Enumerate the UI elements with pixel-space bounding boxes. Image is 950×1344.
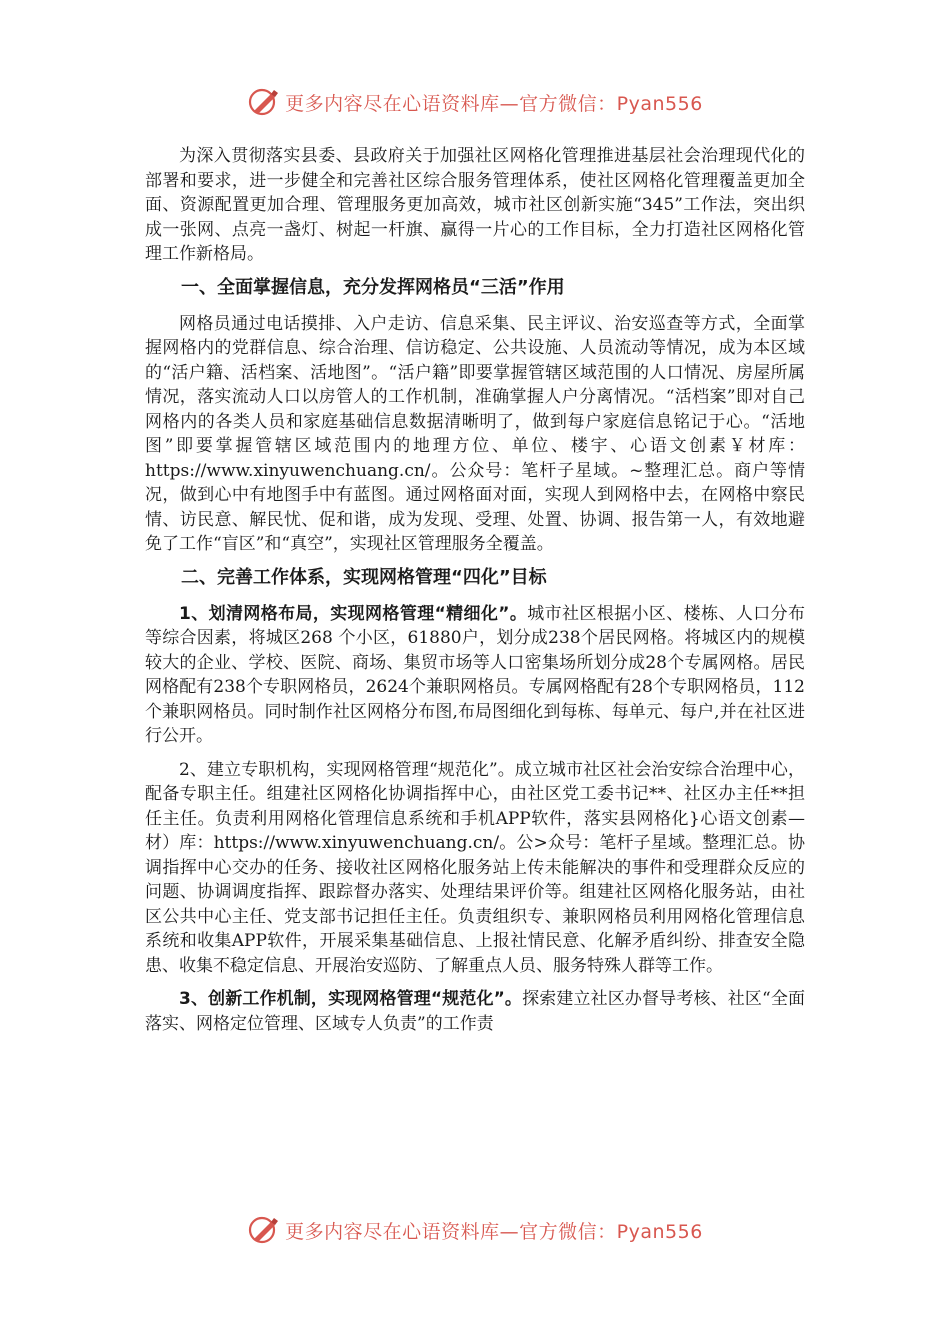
item-3-paragraph <box>145 987 805 1036</box>
section-1-heading: 一、全面掌握信息，充分发挥网格员“三活”作用 <box>181 276 565 298</box>
pen-circle-logo-icon <box>247 85 281 119</box>
intro-paragraph: 为深入贯彻落实县委、县政府关于加强社区网格化管理推进基层社会治理现代化的部署和要求，进一步健全和完善社区综合服务管理体系，使社区网格化管理覆盖更加全面、资源配置更加合理、管理服务更加高效，城市社区创新实施“345”工作法，突出织成一张网、点亮一盏灯、树起一杆旗、赢得一片心的工作目标，全力打造社区网格化管理工作新格局。 <box>145 146 805 264</box>
item-1-text: 城市社区根据小区、楼栋、人口分布等综合因素，将城区268 个小区，61880户，划分成238个居民网格。将城区内的规模较大的企业、学校、医院、商场、集贸市场等人口密集场所划分成28个专属网格。居民网格配有238个专职网格员，2624个兼职网格员。专属网格配有28个专职网格员，112个兼职网格员。同时制作社区网格分布图,布局图细化到每栋、每单元、每户,并在社区进行公开。 <box>145 603 805 746</box>
footer-banner <box>0 1210 950 1250</box>
item-1-paragraph <box>145 602 805 749</box>
header-banner <box>0 82 950 122</box>
section-1-paragraph: 网格员通过电话摸排、入户走访、信息采集、民主评议、治安巡查等方式，全面掌握网格内的党群信息、综合治理、信访稳定、公共设施、人员流动等情况，成为本区域的“活户籍、活档案、活地图”。“活户籍”即要掌握管辖区域范围的人口情况、房屋所属情况，落实流动人口以房管人的工作机制，准确掌握人户分离情况。“活档案”即对自己网格内的各类人员和家庭基础信息数据清晰明了，做到每户家庭信息铭记于心。“活地图”即要掌握管辖区域范围内的地理方位、单位、楼宇、心语文创素￥材库：https://www.xinyuwenchuang.cn/。公众号：笔杆子星域。~整理汇总。商户等情况，做到心中有地图手中有蓝图。通过网格面对面，实现人到网格中去，在网格中察民情、访民意、解民忧、促和谐，成为发现、受理、处置、协调、报告第一人，有效地避免了工作“盲区”和“真空”，实现社区管理服务全覆盖。 <box>145 313 805 554</box>
header-banner-text: 更多内容尽在心语资料库—官方微信：Pyan556 <box>285 92 703 115</box>
item-3-lead: 3、创新工作机制，实现网格管理“规范化”。 <box>179 989 523 1009</box>
footer-banner-text: 更多内容尽在心语资料库—官方微信：Pyan556 <box>285 1220 703 1243</box>
document-body <box>145 144 805 1045</box>
item-3-text: 探索建立社区办督导考核、社区“全面落实、网格定位管理、区域专人负责”的工作责 <box>145 989 805 1034</box>
section-2-heading: 二、完善工作体系，实现网格管理“四化”目标 <box>181 566 547 588</box>
item-2-paragraph: 2、建立专职机构，实现网格管理“规范化”。成立城市社区社会治安综合治理中心，配备专职主任。组建社区网格化协调指挥中心，由社区党工委书记**、社区办主任**担任主任。负责利用网格化管理信息系统和手机APP软件，落实县网格化}心语文创素—材）库：https://www.xinyuwenchuang.cn/。公>众号：笔杆子星域。整理汇总。协调指挥中心交办的任务、接收社区网格化服务站上传未能解决的事件和受理群众反应的问题、协调调度指挥、跟踪督办落实、处理结果评价等。组建社区网格化服务站，由社区公共中心主任、党支部书记担任主任。负责组织专、兼职网格员利用网格化管理信息系统和收集APP软件，开展采集基础信息、上报社情民意、化解矛盾纠纷、排查安全隐患、收集不稳定信息、开展治安巡防、了解重点人员、服务特殊人群等工作。 <box>145 759 805 976</box>
item-1-lead: 1、划清网格布局，实现网格管理“精细化”。 <box>179 603 528 624</box>
pen-circle-logo-icon <box>247 1213 281 1247</box>
